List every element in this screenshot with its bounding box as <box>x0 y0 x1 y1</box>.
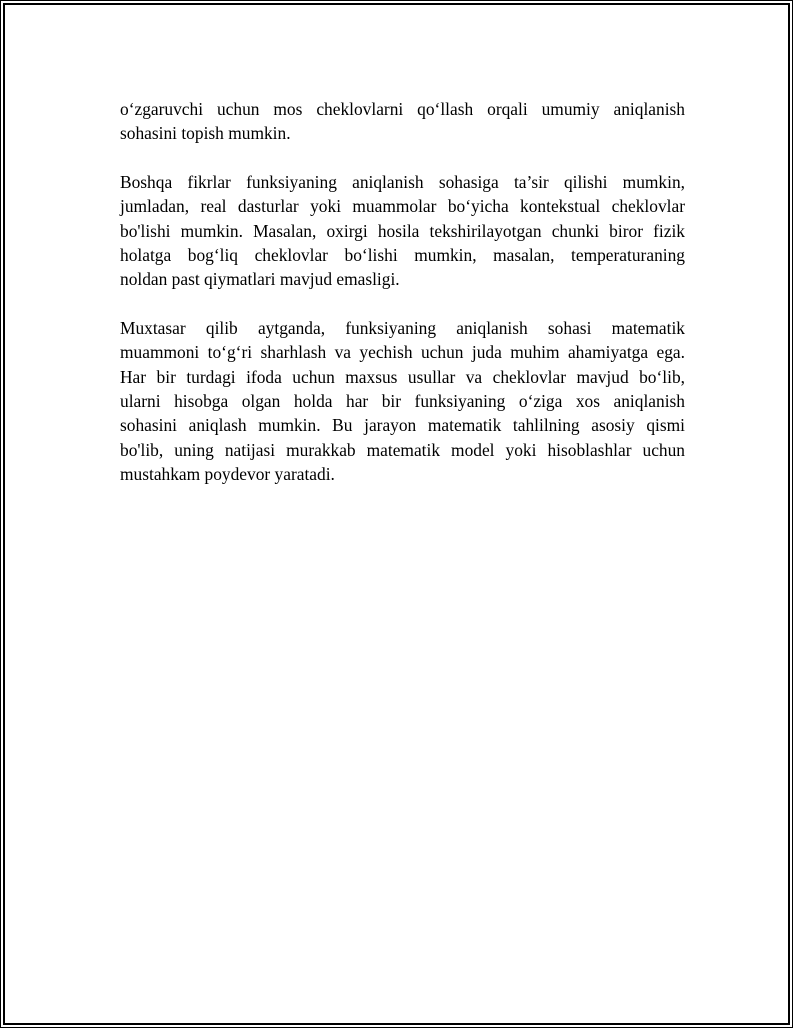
paragraph-3 <box>120 316 685 487</box>
text-line: jumladan, real dasturlar yoki muammolar bo‘yicha kontekstual cheklovlar <box>120 196 685 217</box>
text-line: holatga bog‘liq cheklovlar bo‘lishi mumkin, masalan, temperaturaning <box>120 245 685 266</box>
text-line: o‘zgaruvchi uchun mos cheklovlarni qo‘llash orqali umumiy aniqlanish <box>120 99 685 119</box>
text-line: Muxtasar qilib aytganda, funksiyaning aniqlanish sohasi matematik <box>120 317 685 338</box>
document-body <box>120 97 685 511</box>
text-line: Har bir turdagi ifoda uchun maxsus usullar va cheklovlar mavjud bo‘lib, <box>120 366 685 387</box>
text-line: ularni hisobga olgan holda har bir funksiyaning o‘ziga xos aniqlanish <box>120 391 685 412</box>
text-line: mustahkam poydevor yaratadi. <box>120 464 335 485</box>
text-line: noldan past qiymatlari mavjud emasligi. <box>120 269 400 290</box>
document-page <box>3 3 790 1025</box>
text-line: muammoni to‘g‘ri sharhlash va yechish uchun juda muhim ahamiyatga ega. <box>120 342 685 363</box>
text-line: bo'lishi mumkin. Masalan, oxirgi hosila tekshirilayotgan chunki biror fizik <box>120 220 685 241</box>
text-line: sohasini topish mumkin. <box>120 123 291 144</box>
paragraph-1 <box>120 97 685 146</box>
text-line: bo'lib, uning natijasi murakkab matematik model yoki hisoblashlar uchun <box>120 439 685 460</box>
text-line: Boshqa fikrlar funksiyaning aniqlanish sohasiga ta’sir qilishi mumkin, <box>120 171 685 192</box>
text-line: sohasini aniqlash mumkin. Bu jarayon matematik tahlilning asosiy qismi <box>120 415 685 436</box>
paragraph-2 <box>120 170 685 292</box>
